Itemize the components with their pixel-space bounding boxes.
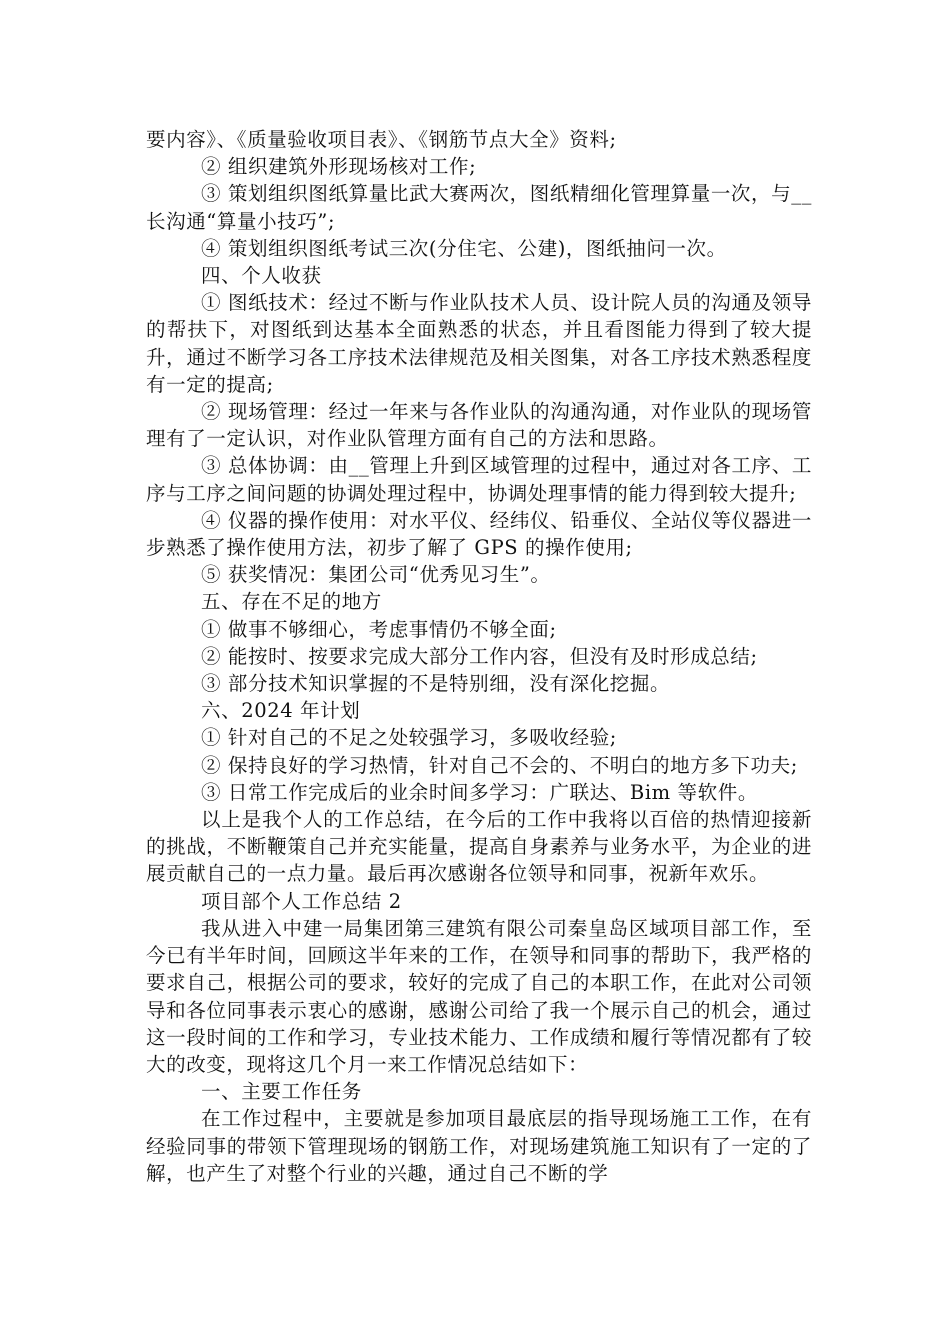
paragraph: ③ 策划组织图纸算量比武大赛两次，图纸精细化管理算量一次，与__长沟通“算量小技巧”; [146, 182, 812, 233]
section-heading: 六、2024 年计划 [201, 699, 361, 723]
paragraph: ② 能按时、按要求完成大部分工作内容，但没有及时形成总结; [201, 644, 758, 668]
paragraph: ④ 策划组织图纸考试三次(分住宅、公建)，图纸抽问一次。 [201, 236, 727, 260]
paragraph: 在工作过程中，主要就是参加项目最底层的指导现场施工工作，在有经验同事的带领下管理现场的钢筋工作，对现场建筑施工知识有了一定的了解，也产生了对整个行业的兴趣，通过自己不断的学 [146, 1107, 812, 1185]
paragraph: ① 图纸技术：经过不断与作业队技术人员、设计院人员的沟通及领导的帮扶下，对图纸到达基本全面熟悉的状态，并且看图能力得到了较大提升，通过不断学习各工序技术法律规范及相关图集，对各工序技术熟悉程度有一定的提高; [146, 291, 812, 396]
paragraph: ③ 部分技术知识掌握的不是特别细，没有深化挖掘。 [201, 672, 671, 696]
section-heading: 四、个人收获 [201, 264, 322, 288]
document-body [146, 126, 812, 1187]
section-heading: 一、主要工作任务 [201, 1080, 362, 1104]
paragraph: ③ 总体协调：由__管理上升到区域管理的过程中，通过对各工序、工序与工序之间问题的协调处理过程中，协调处理事情的能力得到较大提升; [146, 454, 812, 505]
section-heading: 五、存在不足的地方 [201, 590, 382, 614]
paragraph: ⑤ 获奖情况：集团公司“优秀见习生”。 [201, 563, 551, 587]
paragraph: 我从进入中建一局集团第三建筑有限公司秦皇岛区域项目部工作，至今已有半年时间，回顾这半年来的工作，在领导和同事的帮助下，我严格的要求自己，根据公司的要求，较好的完成了自己的本职工作，在此对公司领导和各位同事表示衷心的感谢，感谢公司给了我一个展示自己的机会，通过这一段时间的工作和学习，专业技术能力、工作成绩和履行等情况都有了较大的改变，现将这几个月一来工作情况总结如下： [146, 916, 812, 1076]
paragraph: 要内容》、《质量验收项目表》、《钢筋节点大全》资料; [146, 128, 617, 151]
paragraph: ② 组织建筑外形现场核对工作; [201, 155, 477, 179]
paragraph: ② 现场管理：经过一年来与各作业队的沟通沟通，对作业队的现场管理有了一定认识，对作业队管理方面有自己的方法和思路。 [146, 400, 812, 451]
paragraph: ③ 日常工作完成后的业余时间多学习：广联达、Bim 等软件。 [201, 780, 758, 804]
paragraph: ④ 仪器的操作使用：对水平仪、经纬仪、铅垂仪、全站仪等仪器进一步熟悉了操作使用方法，初步了解了 GPS 的操作使用; [146, 508, 812, 560]
paragraph: ① 针对自己的不足之处较强学习，多吸收经验; [201, 726, 617, 750]
paragraph: 以上是我个人的工作总结，在今后的工作中我将以百倍的热情迎接新的挑战，不断鞭策自己并充实能量，提高自身素养与业务水平，为企业的进展贡献自己的一点力量。最后再次感谢各位领导和同事，祝新年欢乐。 [146, 808, 812, 886]
paragraph: ① 做事不够细心，考虑事情仍不够全面; [201, 617, 557, 641]
document-subtitle: 项目部个人工作总结 2 [201, 889, 402, 913]
paragraph: ② 保持良好的学习热情，针对自己不会的、不明白的地方多下功夫; [201, 753, 798, 777]
